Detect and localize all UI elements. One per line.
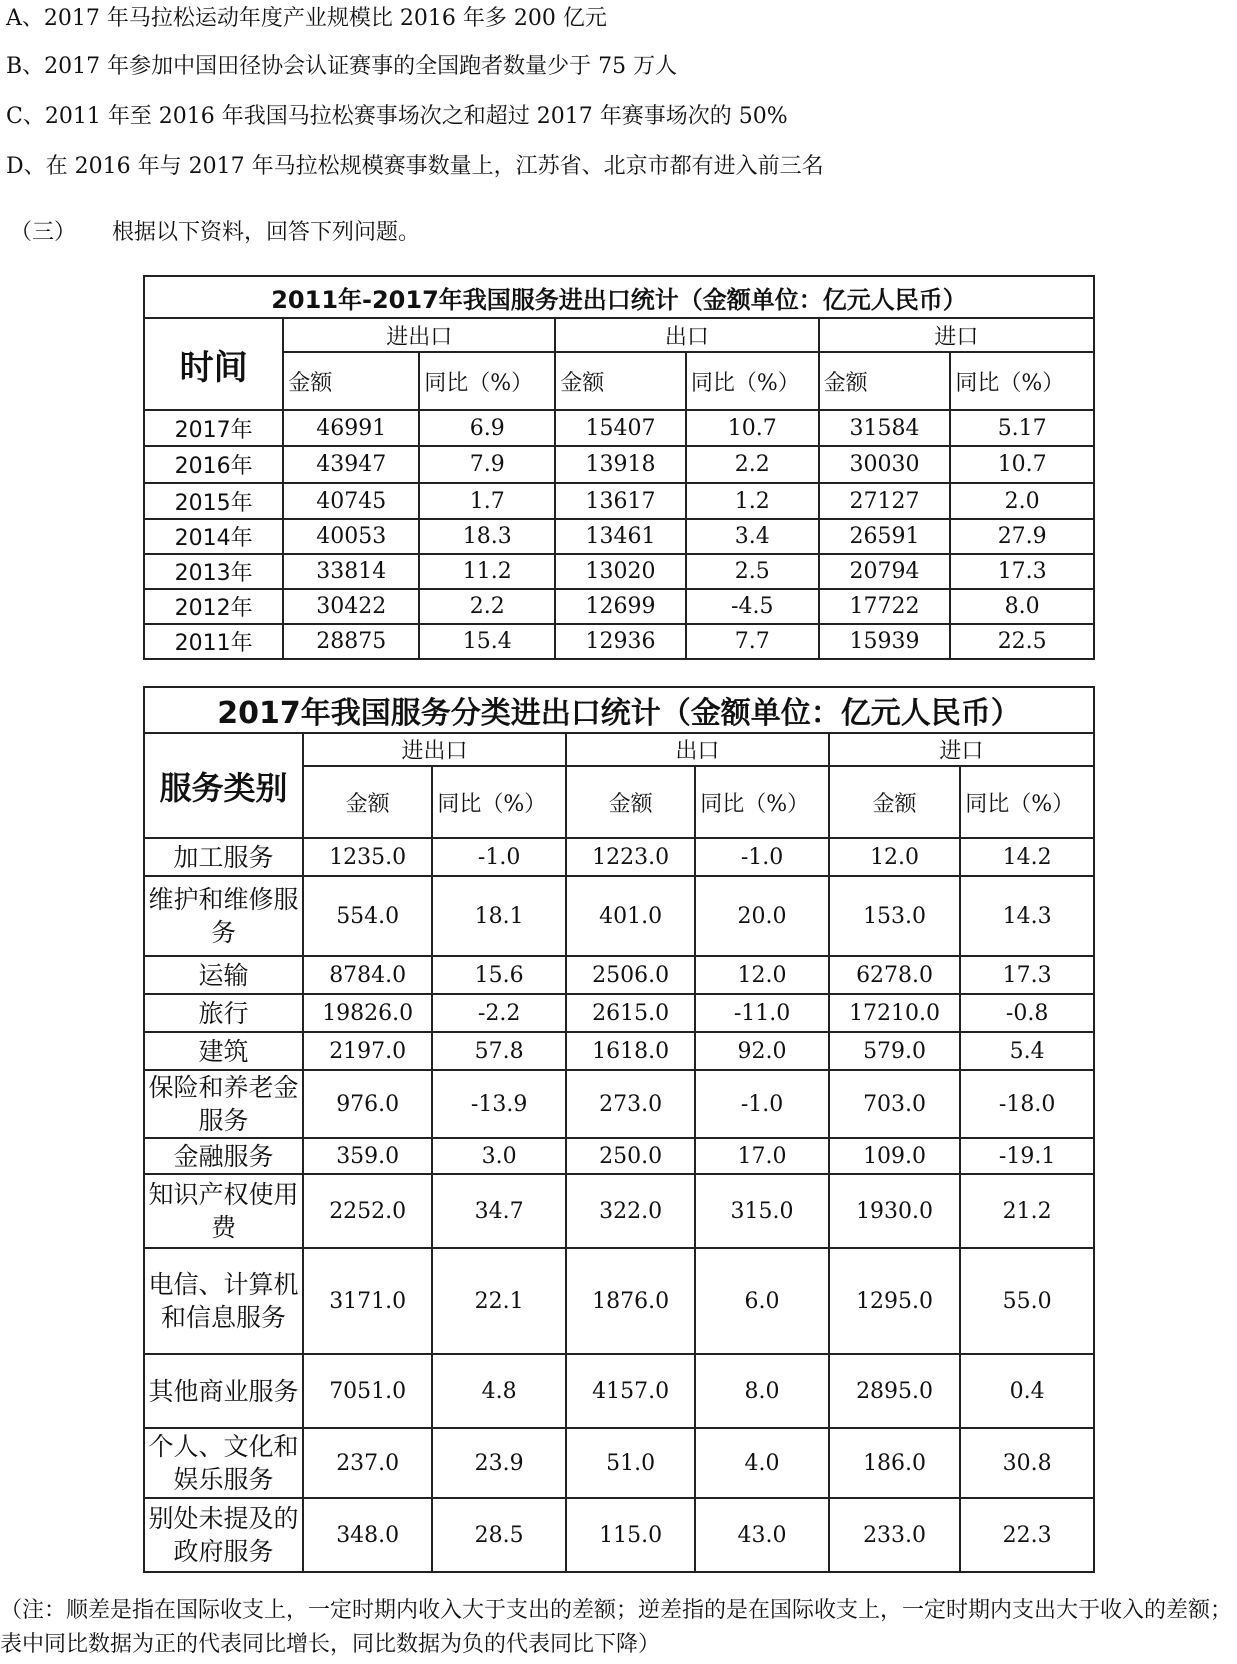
group-header-total: 进出口	[283, 318, 555, 352]
total-amount-cell: 7051.0	[303, 1354, 432, 1428]
import-yoy-cell: 8.0	[950, 589, 1094, 624]
yoy-header: 同比（%）	[432, 766, 566, 838]
export-yoy-cell: -1.0	[695, 1070, 829, 1138]
table-row	[144, 519, 1094, 554]
amount-header: 金额	[303, 766, 432, 838]
category-cell: 电信、计算机和信息服务	[144, 1248, 303, 1354]
import-yoy-cell: 5.17	[950, 410, 1094, 446]
import-amount-cell: 153.0	[829, 876, 960, 956]
total-yoy-cell: 11.2	[419, 554, 555, 589]
import-amount-cell: 109.0	[829, 1138, 960, 1174]
total-amount-cell: 43947	[283, 446, 419, 483]
total-amount-cell: 2252.0	[303, 1174, 432, 1248]
import-yoy-cell: 10.7	[950, 446, 1094, 483]
total-amount-cell: 40745	[283, 483, 419, 519]
total-amount-cell: 3171.0	[303, 1248, 432, 1354]
year-cell: 2017年	[144, 410, 283, 446]
export-amount-cell: 401.0	[566, 876, 695, 956]
import-amount-cell: 12.0	[829, 838, 960, 876]
export-amount-cell: 13617	[555, 483, 686, 519]
total-amount-cell: 40053	[283, 519, 419, 554]
table-body	[144, 838, 1094, 1572]
import-yoy-cell: 17.3	[960, 956, 1094, 994]
table-row	[144, 838, 1094, 876]
table-row	[144, 554, 1094, 589]
import-yoy-cell: 27.9	[950, 519, 1094, 554]
export-amount-cell: 273.0	[566, 1070, 695, 1138]
table-row	[144, 1498, 1094, 1572]
table-row	[144, 876, 1094, 956]
amount-header: 金额	[829, 766, 960, 838]
total-amount-cell: 33814	[283, 554, 419, 589]
export-yoy-cell: 7.7	[686, 624, 819, 659]
export-amount-cell: 115.0	[566, 1498, 695, 1572]
table-row	[144, 1070, 1094, 1138]
export-amount-cell: 2615.0	[566, 994, 695, 1032]
category-cell: 运输	[144, 956, 303, 994]
table-row	[144, 1248, 1094, 1354]
export-yoy-cell: 92.0	[695, 1032, 829, 1070]
total-amount-cell: 1235.0	[303, 838, 432, 876]
year-cell: 2011年	[144, 624, 283, 659]
yoy-header: 同比（%）	[686, 352, 819, 410]
group-header-import: 进口	[819, 318, 1094, 352]
amount-header: 金额	[819, 352, 951, 410]
table-title: 2017年我国服务分类进出口统计（金额单位：亿元人民币）	[144, 687, 1094, 733]
import-yoy-cell: 22.3	[960, 1498, 1094, 1572]
time-header: 时间	[144, 318, 283, 410]
import-amount-cell: 186.0	[829, 1428, 960, 1498]
export-amount-cell: 322.0	[566, 1174, 695, 1248]
import-yoy-cell: 17.3	[950, 554, 1094, 589]
export-yoy-cell: -1.0	[695, 838, 829, 876]
import-yoy-cell: 14.3	[960, 876, 1094, 956]
category-cell: 别处未提及的政府服务	[144, 1498, 303, 1572]
import-amount-cell: 579.0	[829, 1032, 960, 1070]
year-cell: 2014年	[144, 519, 283, 554]
table-row	[144, 994, 1094, 1032]
export-yoy-cell: 43.0	[695, 1498, 829, 1572]
option-d: D、在 2016 年与 2017 年马拉松规模赛事数量上，江苏省、北京市都有进入前三名	[6, 154, 824, 179]
export-yoy-cell: 12.0	[695, 956, 829, 994]
total-yoy-cell: 18.3	[419, 519, 555, 554]
total-yoy-cell: -13.9	[432, 1070, 566, 1138]
export-yoy-cell: -11.0	[695, 994, 829, 1032]
amount-header: 金额	[283, 352, 419, 410]
yoy-header: 同比（%）	[960, 766, 1094, 838]
table-row	[144, 483, 1094, 519]
import-amount-cell: 26591	[819, 519, 951, 554]
import-amount-cell: 20794	[819, 554, 951, 589]
export-amount-cell: 13918	[555, 446, 686, 483]
import-amount-cell: 30030	[819, 446, 951, 483]
export-amount-cell: 12936	[555, 624, 686, 659]
group-header-import: 进口	[829, 733, 1094, 766]
import-amount-cell: 1930.0	[829, 1174, 960, 1248]
year-cell: 2012年	[144, 589, 283, 624]
group-header-export: 出口	[555, 318, 818, 352]
import-amount-cell: 6278.0	[829, 956, 960, 994]
total-yoy-cell: 18.1	[432, 876, 566, 956]
category-cell: 建筑	[144, 1032, 303, 1070]
import-amount-cell: 31584	[819, 410, 951, 446]
table-row	[144, 446, 1094, 483]
option-b: B、2017 年参加中国田径协会认证赛事的全国跑者数量少于 75 万人	[6, 54, 678, 79]
total-yoy-cell: 1.7	[419, 483, 555, 519]
yoy-header: 同比（%）	[950, 352, 1094, 410]
export-yoy-cell: 2.2	[686, 446, 819, 483]
import-yoy-cell: -19.1	[960, 1138, 1094, 1174]
total-yoy-cell: -1.0	[432, 838, 566, 876]
total-amount-cell: 237.0	[303, 1428, 432, 1498]
export-amount-cell: 12699	[555, 589, 686, 624]
year-cell: 2016年	[144, 446, 283, 483]
import-yoy-cell: 5.4	[960, 1032, 1094, 1070]
table-row	[144, 624, 1094, 659]
total-amount-cell: 19826.0	[303, 994, 432, 1032]
yoy-header: 同比（%）	[419, 352, 555, 410]
category-cell: 保险和养老金服务	[144, 1070, 303, 1138]
total-amount-cell: 348.0	[303, 1498, 432, 1572]
import-yoy-cell: 55.0	[960, 1248, 1094, 1354]
total-amount-cell: 8784.0	[303, 956, 432, 994]
category-cell: 其他商业服务	[144, 1354, 303, 1428]
export-amount-cell: 15407	[555, 410, 686, 446]
export-yoy-cell: 4.0	[695, 1428, 829, 1498]
total-amount-cell: 359.0	[303, 1138, 432, 1174]
table-row	[144, 1354, 1094, 1428]
group-header-total: 进出口	[303, 733, 566, 766]
export-yoy-cell: 10.7	[686, 410, 819, 446]
total-yoy-cell: 23.9	[432, 1428, 566, 1498]
year-cell: 2013年	[144, 554, 283, 589]
export-amount-cell: 51.0	[566, 1428, 695, 1498]
export-amount-cell: 13461	[555, 519, 686, 554]
total-amount-cell: 28875	[283, 624, 419, 659]
import-yoy-cell: 14.2	[960, 838, 1094, 876]
category-header: 服务类别	[144, 733, 303, 838]
export-yoy-cell: 20.0	[695, 876, 829, 956]
total-yoy-cell: 15.4	[419, 624, 555, 659]
table-body	[144, 410, 1094, 659]
option-c: C、2011 年至 2016 年我国马拉松赛事场次之和超过 2017 年赛事场次的 50%	[6, 104, 788, 129]
export-amount-cell: 13020	[555, 554, 686, 589]
table-row	[144, 410, 1094, 446]
total-yoy-cell: 3.0	[432, 1138, 566, 1174]
table-row	[144, 1174, 1094, 1248]
total-amount-cell: 2197.0	[303, 1032, 432, 1070]
section-number: （三）	[10, 220, 77, 245]
table-title: 2011年-2017年我国服务进出口统计（金额单位：亿元人民币）	[144, 276, 1094, 318]
export-yoy-cell: 1.2	[686, 483, 819, 519]
total-yoy-cell: -2.2	[432, 994, 566, 1032]
total-yoy-cell: 34.7	[432, 1174, 566, 1248]
import-yoy-cell: 0.4	[960, 1354, 1094, 1428]
year-cell: 2015年	[144, 483, 283, 519]
import-yoy-cell: 2.0	[950, 483, 1094, 519]
export-yoy-cell: 6.0	[695, 1248, 829, 1354]
export-yoy-cell: 17.0	[695, 1138, 829, 1174]
total-amount-cell: 46991	[283, 410, 419, 446]
export-amount-cell: 2506.0	[566, 956, 695, 994]
total-yoy-cell: 22.1	[432, 1248, 566, 1354]
total-yoy-cell: 4.8	[432, 1354, 566, 1428]
amount-header: 金额	[566, 766, 695, 838]
import-yoy-cell: 21.2	[960, 1174, 1094, 1248]
group-header-export: 出口	[566, 733, 829, 766]
export-yoy-cell: 3.4	[686, 519, 819, 554]
export-amount-cell: 1223.0	[566, 838, 695, 876]
section-heading	[10, 218, 420, 248]
export-yoy-cell: 2.5	[686, 554, 819, 589]
section-intro: 根据以下资料，回答下列问题。	[112, 220, 421, 245]
footnote: （注：顺差是指在国际收支上，一定时期内收入大于支出的差额；逆差指的是在国际收支上，一定时期内支出大于收入的差额；表中同比数据为正的代表同比增长，同比数据为负的代表同比下降）	[0, 1598, 1233, 1657]
total-yoy-cell: 2.2	[419, 589, 555, 624]
table-row	[144, 1138, 1094, 1174]
category-cell: 维护和维修服务	[144, 876, 303, 956]
export-amount-cell: 1876.0	[566, 1248, 695, 1354]
import-amount-cell: 233.0	[829, 1498, 960, 1572]
category-cell: 金融服务	[144, 1138, 303, 1174]
export-amount-cell: 4157.0	[566, 1354, 695, 1428]
services-trade-yearly-table	[143, 275, 1095, 660]
table-row	[144, 1032, 1094, 1070]
total-yoy-cell: 57.8	[432, 1032, 566, 1070]
category-cell: 加工服务	[144, 838, 303, 876]
total-amount-cell: 30422	[283, 589, 419, 624]
export-yoy-cell: -4.5	[686, 589, 819, 624]
category-cell: 个人、文化和娱乐服务	[144, 1428, 303, 1498]
import-yoy-cell: 22.5	[950, 624, 1094, 659]
import-yoy-cell: -0.8	[960, 994, 1094, 1032]
services-trade-by-category-table	[143, 686, 1095, 1573]
import-amount-cell: 2895.0	[829, 1354, 960, 1428]
total-yoy-cell: 6.9	[419, 410, 555, 446]
total-yoy-cell: 15.6	[432, 956, 566, 994]
import-yoy-cell: 30.8	[960, 1428, 1094, 1498]
total-amount-cell: 976.0	[303, 1070, 432, 1138]
category-cell: 旅行	[144, 994, 303, 1032]
import-yoy-cell: -18.0	[960, 1070, 1094, 1138]
category-cell: 知识产权使用费	[144, 1174, 303, 1248]
import-amount-cell: 703.0	[829, 1070, 960, 1138]
table-row	[144, 589, 1094, 624]
total-yoy-cell: 7.9	[419, 446, 555, 483]
import-amount-cell: 15939	[819, 624, 951, 659]
import-amount-cell: 17210.0	[829, 994, 960, 1032]
import-amount-cell: 27127	[819, 483, 951, 519]
import-amount-cell: 17722	[819, 589, 951, 624]
total-amount-cell: 554.0	[303, 876, 432, 956]
export-yoy-cell: 315.0	[695, 1174, 829, 1248]
import-amount-cell: 1295.0	[829, 1248, 960, 1354]
yoy-header: 同比（%）	[695, 766, 829, 838]
total-yoy-cell: 28.5	[432, 1498, 566, 1572]
option-a: A、2017 年马拉松运动年度产业规模比 2016 年多 200 亿元	[6, 6, 607, 31]
export-amount-cell: 250.0	[566, 1138, 695, 1174]
export-amount-cell: 1618.0	[566, 1032, 695, 1070]
amount-header: 金额	[555, 352, 686, 410]
table-row	[144, 1428, 1094, 1498]
table-row	[144, 956, 1094, 994]
export-yoy-cell: 8.0	[695, 1354, 829, 1428]
